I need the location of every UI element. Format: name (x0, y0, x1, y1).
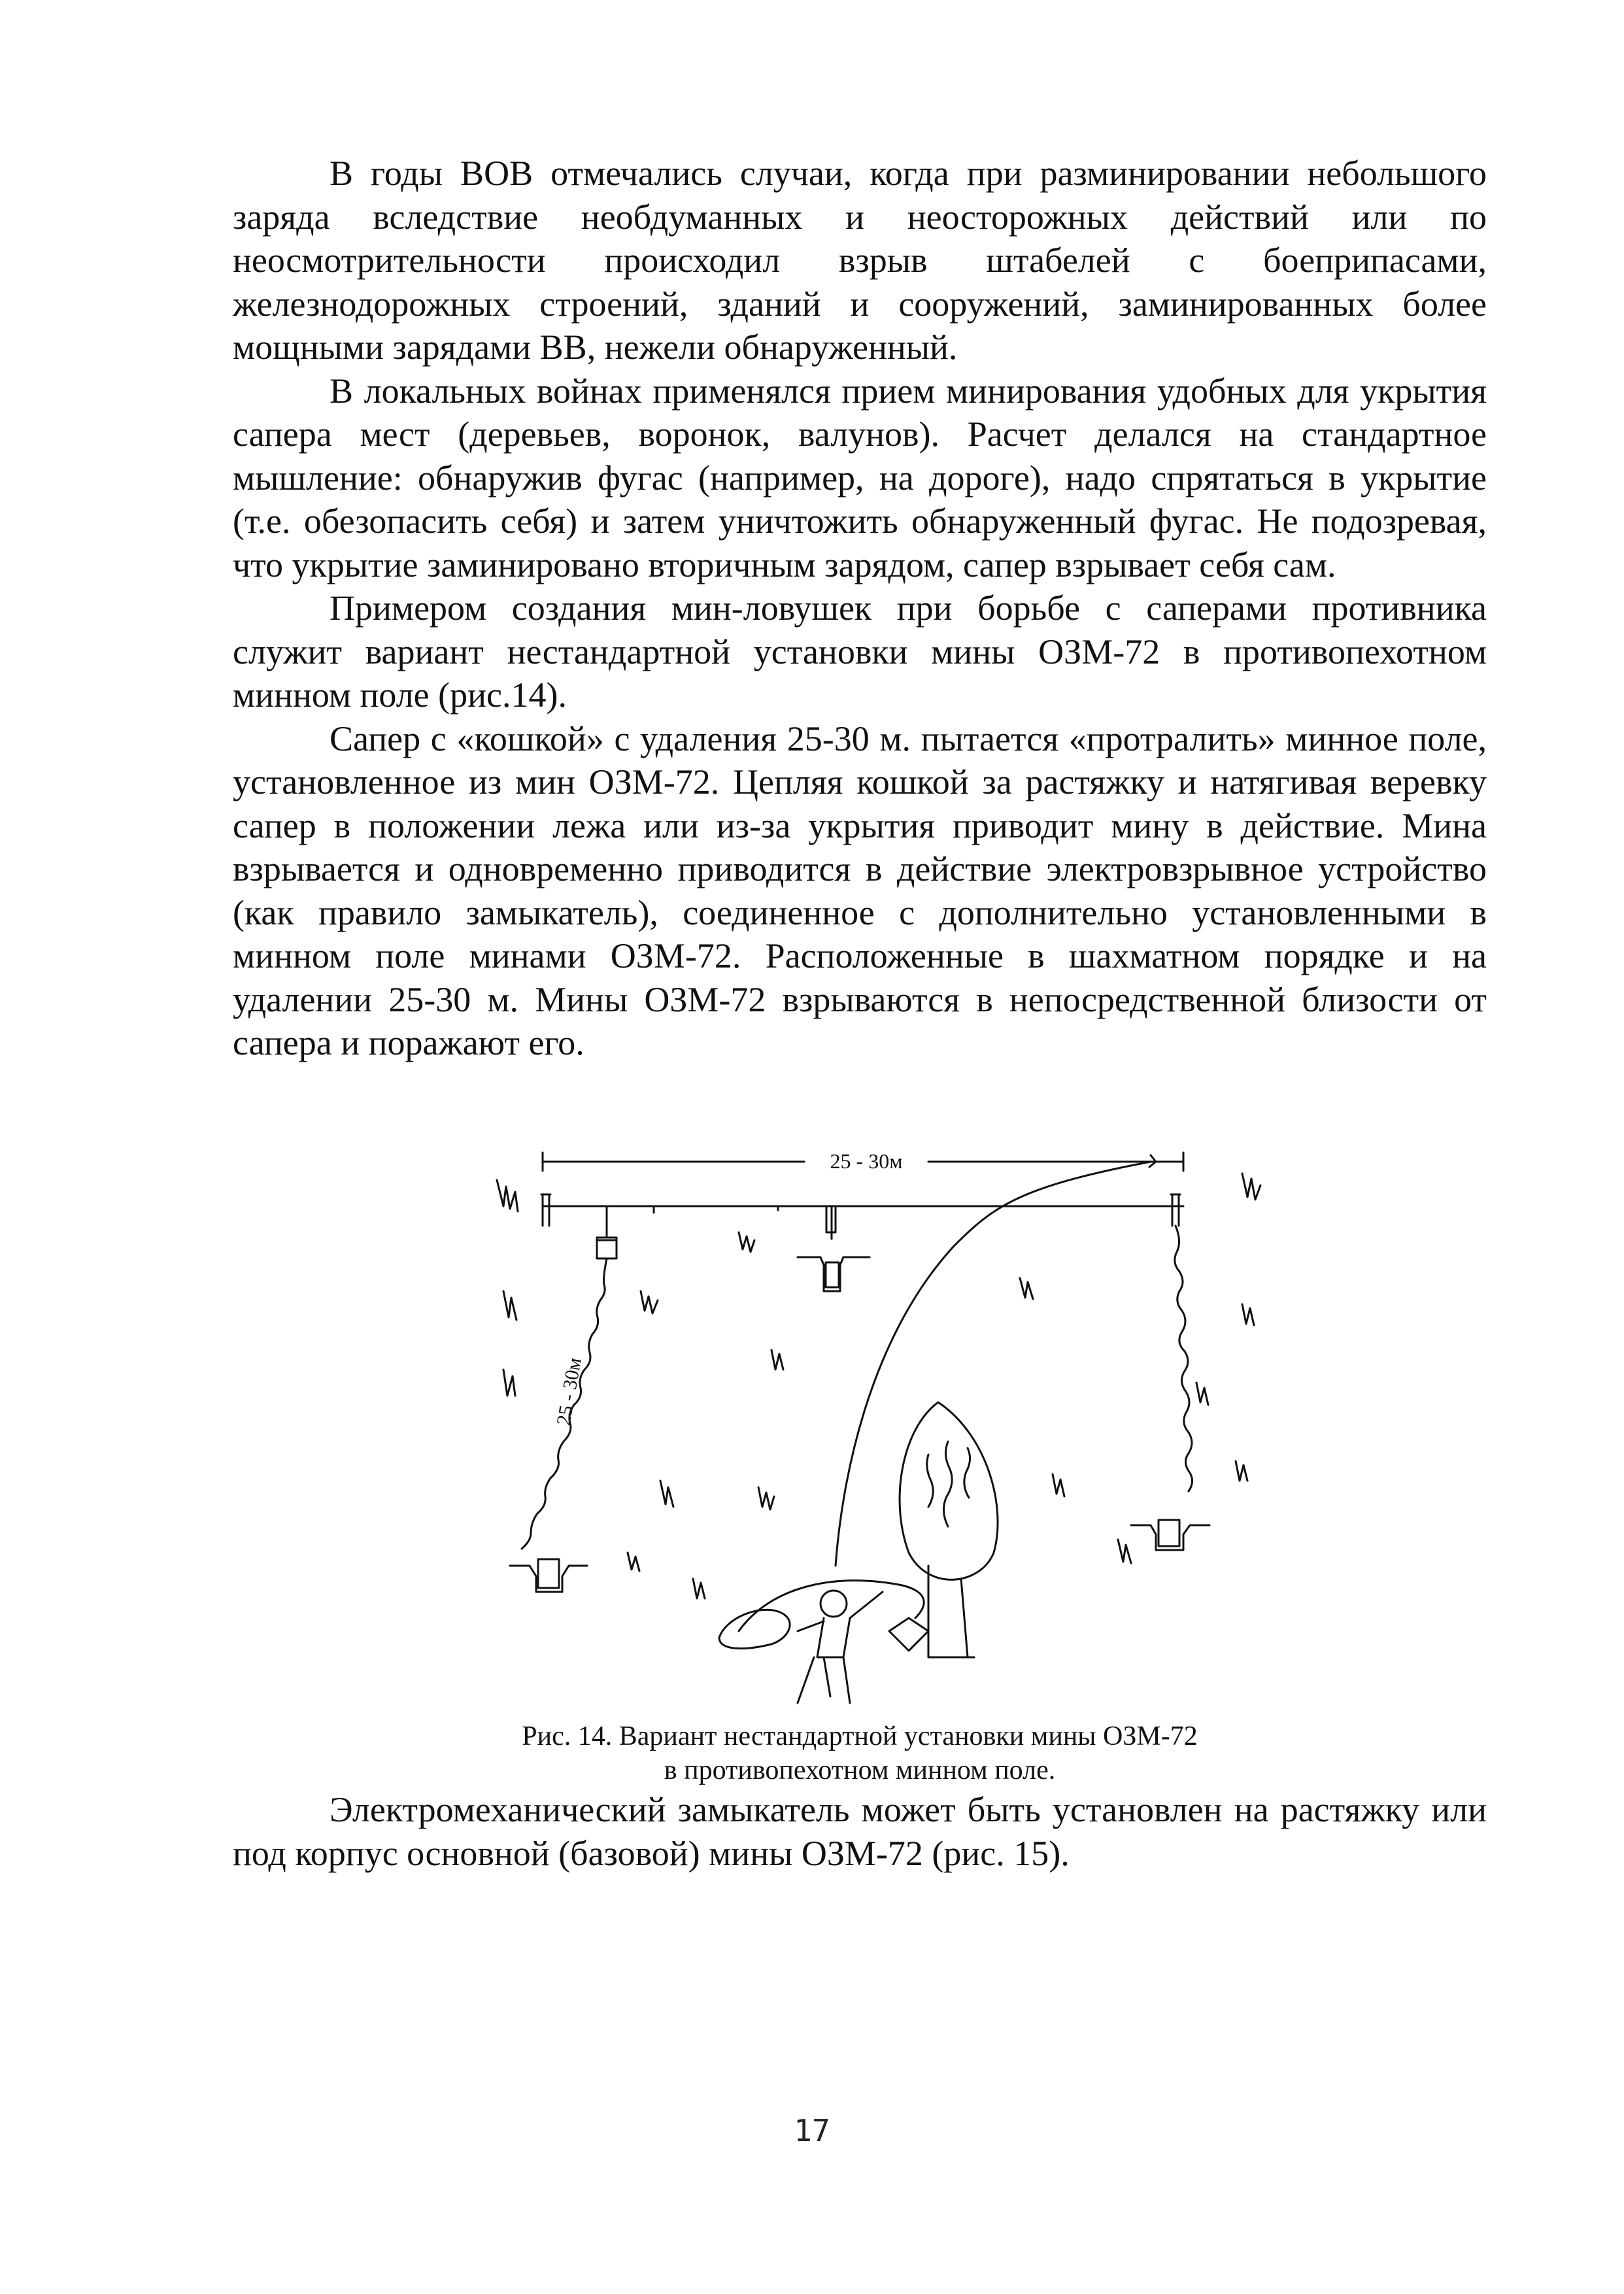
caption-line: в противопехотном минном поле. (664, 1755, 1056, 1785)
sapper-figure (719, 1581, 928, 1703)
figure-caption (233, 1719, 1487, 1787)
page-number: 17 (794, 2113, 830, 2148)
mine-ground-right (1131, 1520, 1210, 1550)
tree-cover (900, 1402, 998, 1657)
paragraph: Примером создания мин-ловушек при борьбе с саперами противника служит вариант нестандартной установки мины ОЗМ-72 в противопехотном минном поле (рис.14). (233, 588, 1487, 715)
caption-line: Рис. 14. Вариант нестандартной установки мины ОЗМ-72 (522, 1721, 1198, 1751)
figure-dimension-vertical: 25 - 30м (552, 1356, 586, 1427)
body-text-bottom (233, 1788, 1487, 1875)
paragraph: Электромеханический замыкатель может быть установлен на растяжку или под корпус основной (базовой) мины ОЗМ-72 (рис. 15). (233, 1790, 1487, 1873)
paragraph: Сапер с «кошкой» с удаления 25-30 м. пытается «протралить» минное поле, установленное из мин ОЗМ-72. Цепляя кошкой за растяжку и натягивая веревку сапер в положении лежа или из-за укрытия приводит мину в действие. Мина взрывается и одновременно приводится в действие электровзрывное устройство (как правило замыкатель), соединенное с дополнительно установленными в минном поле минами ОЗМ-72. Расположенные в шахматном порядке и на удалении 25-30 м. Мины ОЗМ-72 взрываются в непосредственной близости от сапера и поражают его. (233, 718, 1487, 1062)
paragraph: В локальных войнах применялся прием минирования удобных для укрытия сапера мест (деревьев, воронок, валунов). Расчет делался на стандартное мышление: обнаружив фугас (например, на дороге), надо спрятаться в укрытие (т.е. обезопасить себя) и затем уничтожить обнаруженный фугас. Не подозревая, что укрытие заминировано вторичным зарядом, сапер взрывает себя сам. (233, 371, 1487, 584)
mine-ground-left (510, 1559, 587, 1592)
stake-left (541, 1194, 550, 1226)
hanging-mine-left (597, 1206, 617, 1258)
figure-dimension-horizontal: 25 - 30м (830, 1149, 903, 1173)
tripwire-right-wavy (1175, 1226, 1193, 1491)
paragraph: В годы ВОВ отмечались случаи, когда при разминировании небольшого заряда вследствие необдуманных и неосторожных действий или по неосмотрительности происходил взрыв штабелей с боеприпасами, железнодорожных строений, зданий и сооружений, заминированных более мощными зарядами ВВ, нежели обнаруженный. (233, 154, 1487, 367)
body-text-top (233, 152, 1487, 1065)
mine-center (798, 1206, 870, 1291)
figure-minefield-illustration (431, 1134, 1294, 1723)
grapnel-rope (836, 1162, 1151, 1566)
stake-right (1171, 1194, 1180, 1226)
